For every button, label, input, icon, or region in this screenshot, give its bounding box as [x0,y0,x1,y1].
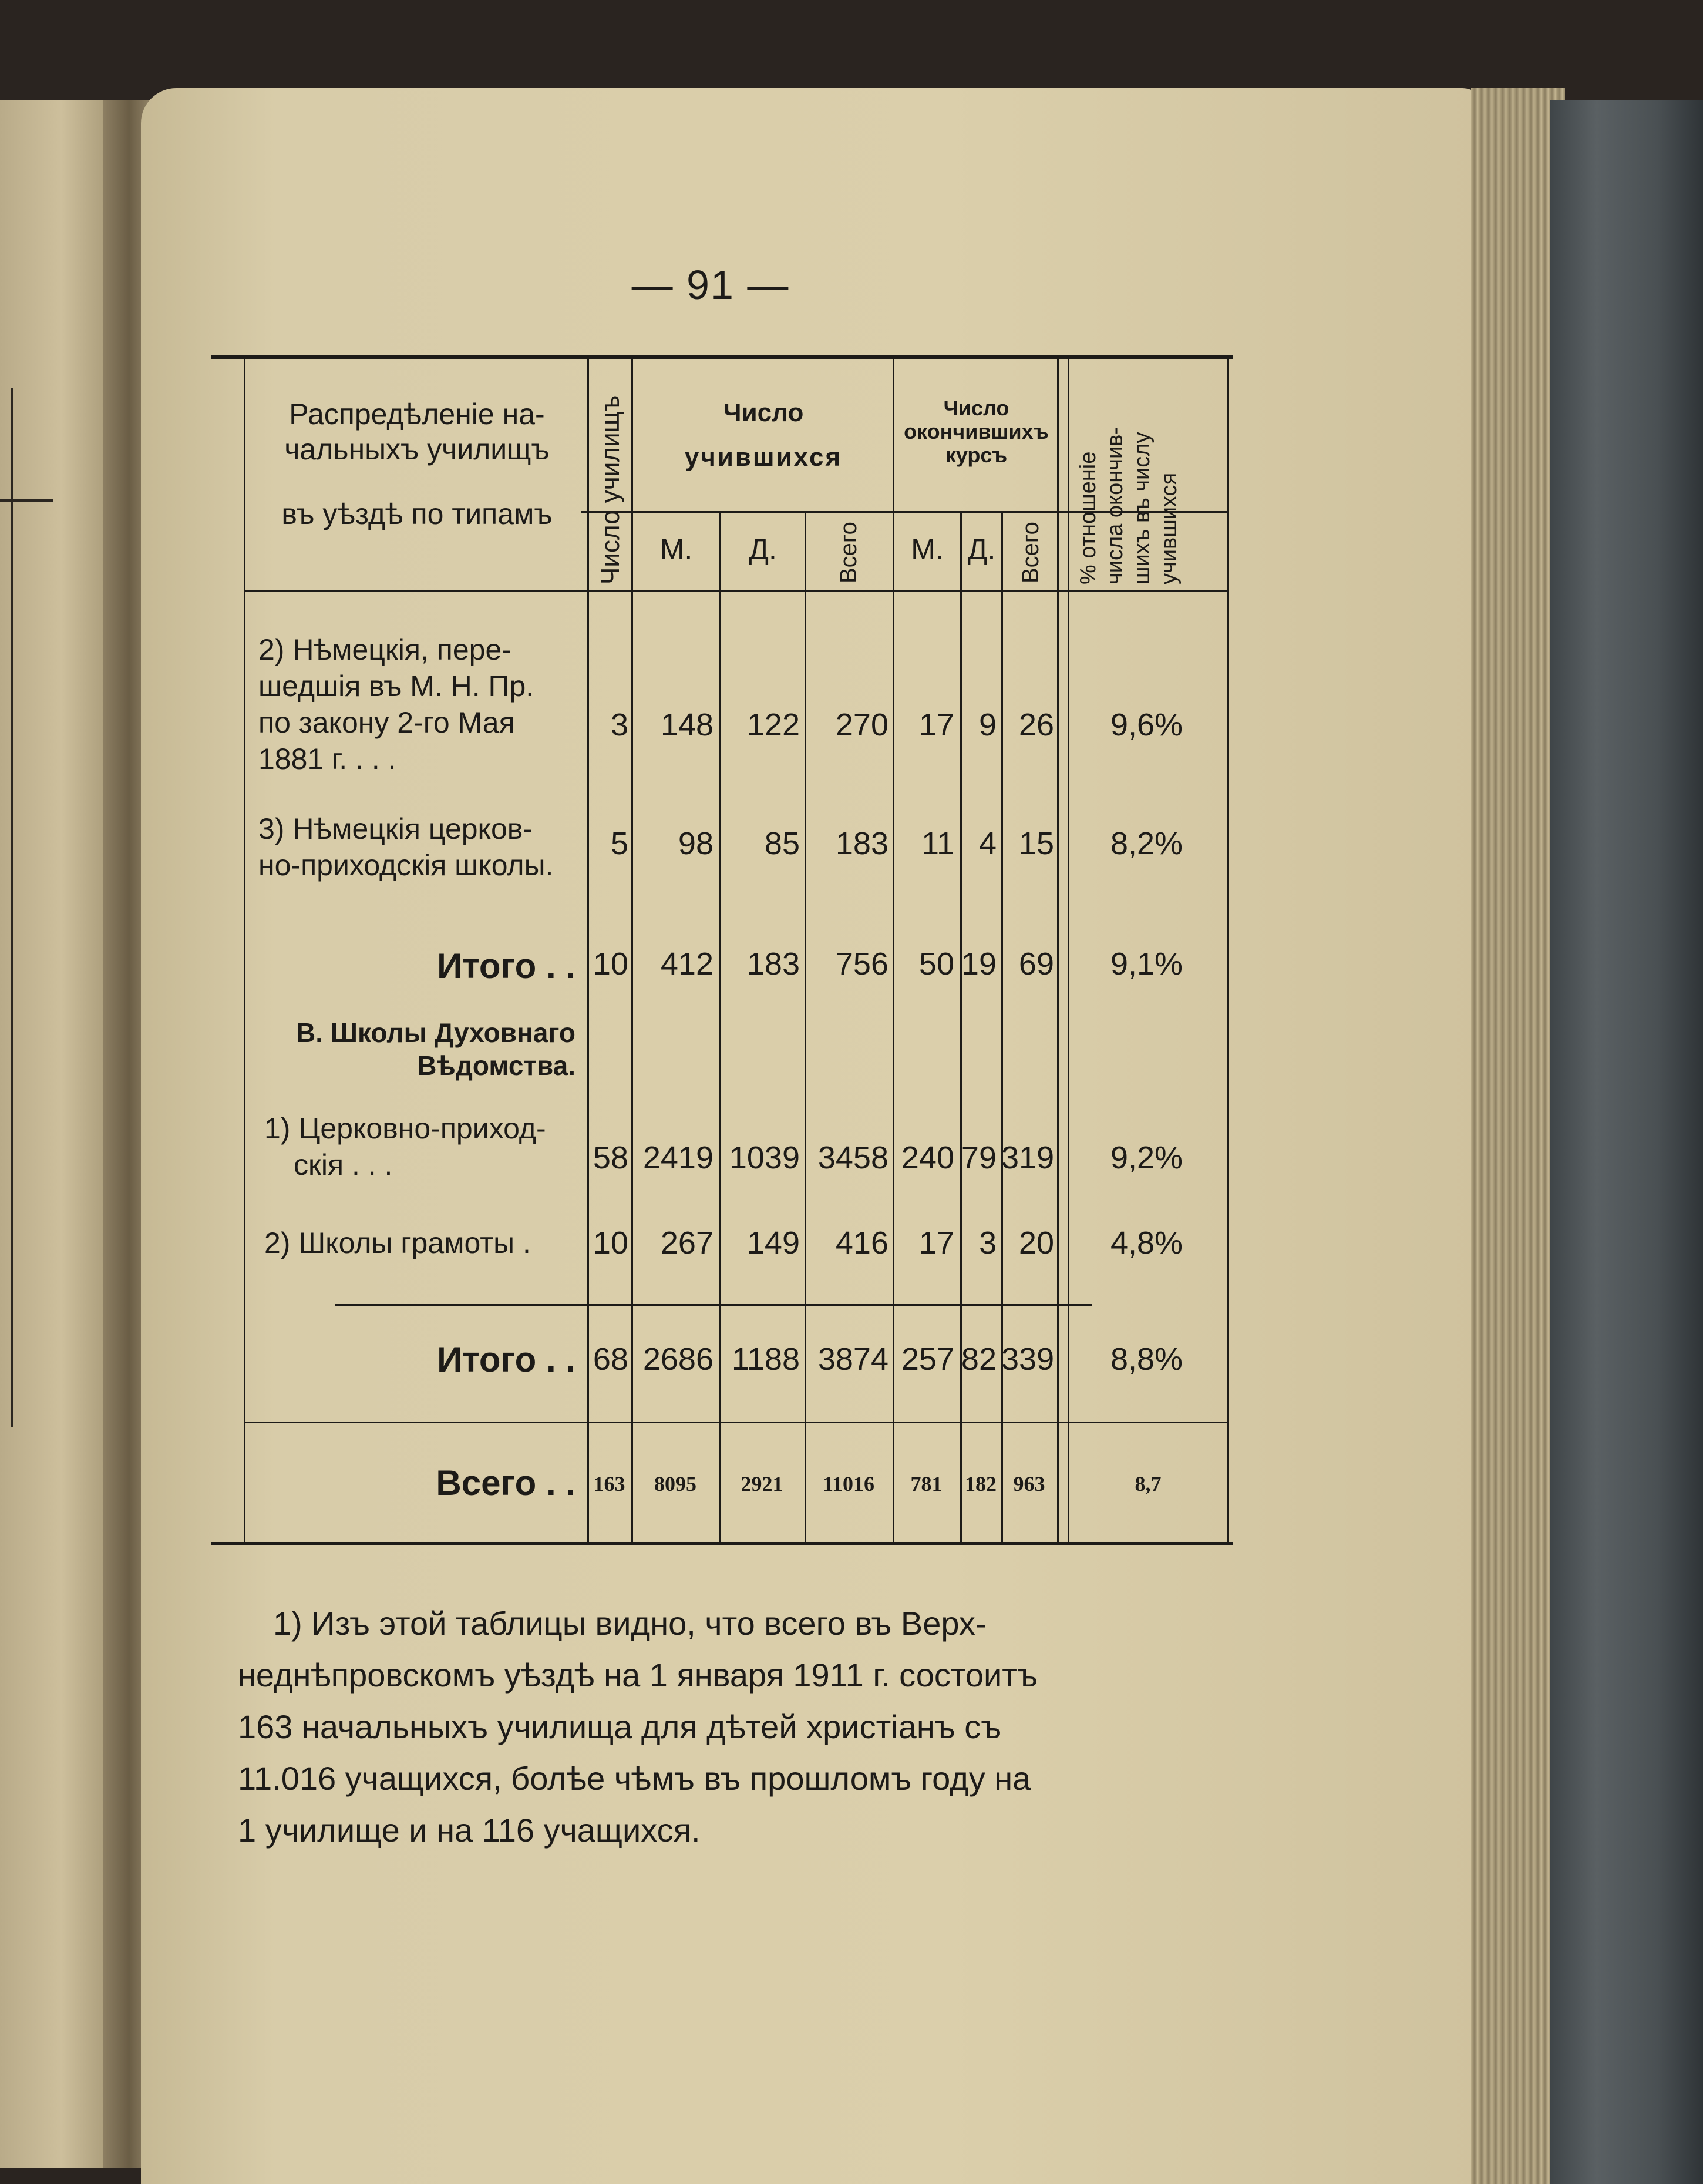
cell-finished-d: 82 [961,1342,997,1377]
row-label-grand-total: Всего . . [436,1463,575,1503]
table-top-rule [211,355,1233,359]
cell-studied-total: 756 [835,946,888,982]
total-rule [244,1422,1227,1423]
cell-schools: 3 [610,707,628,742]
header-percent: % отношеніе числа окончив- шихъ въ числу учившихся [1076,426,1182,584]
cell-finished-total: 26 [1018,707,1054,742]
col-rule [805,511,806,1542]
cell-finished-total: 69 [1018,946,1054,982]
header-bottom-rule [244,590,1227,592]
cell-percent: 8,7 [1135,1472,1162,1496]
col-rule [960,511,962,1542]
cell-schools: 163 [593,1472,625,1496]
cell-finished-m: 17 [918,1225,954,1261]
cell-studied-m: 98 [678,826,713,861]
cell-finished-d: 3 [978,1225,997,1261]
cell-studied-total: 416 [835,1225,888,1261]
cell-studied-m: 267 [660,1225,713,1261]
cell-studied-d: 122 [746,707,800,742]
cell-studied-d: 85 [764,826,800,861]
cell-studied-d: 1039 [729,1140,800,1175]
cell-finished-m: 257 [901,1342,954,1377]
cell-studied-total: 270 [835,707,888,742]
cell-percent: 9,6% [1110,707,1183,742]
cell-finished-total: 963 [1013,1472,1045,1496]
row-label-subtotal-1: Итого . . [437,946,575,986]
cell-studied-d: 1188 [731,1342,800,1377]
cell-finished-d: 4 [978,826,997,861]
header-studied-m: М. [659,533,693,566]
cell-schools: 10 [593,946,628,982]
cell-finished-d: 9 [978,707,997,742]
cell-finished-m: 781 [910,1472,943,1496]
row-label-church-parish: 1) Церковно-приход- скія . . . [264,1112,546,1181]
col-rule [1227,355,1229,1542]
row-label-german-parish: 3) Нѣмецкія церков- но-приходскія школы. [258,812,554,882]
cell-finished-m: 11 [921,826,954,861]
cell-studied-d: 2921 [741,1472,783,1496]
header-studied-d: Д. [749,533,777,566]
cell-finished-d: 79 [961,1140,997,1175]
cell-finished-m: 50 [918,946,954,982]
cell-finished-m: 17 [918,707,954,742]
cell-percent: 8,8% [1110,1342,1183,1377]
cell-studied-m: 148 [660,707,713,742]
cell-studied-total: 11016 [822,1472,874,1496]
header-finished: Число окончившихъ курсъ [904,396,1049,467]
cell-studied-d: 149 [746,1225,800,1261]
cell-studied-m: 2419 [642,1140,713,1175]
cell-finished-total: 319 [1001,1140,1055,1175]
col-rule [1057,355,1059,1542]
header-finished-total: Всего [1018,522,1044,583]
header-studied-total: Всего [836,522,861,583]
body-paragraph: 1) Изъ этой таблицы видно, что всего въ Верх- неднѣпровскомъ уѣздѣ на 1 января 1911 г. состоитъ 163 начальныхъ училища для дѣтей христіанъ съ 11.016 учащихся, болѣе чѣмъ въ прошломъ году на 1 училище и на 116 учащихся. [238,1605,1038,1849]
header-finished-m: М. [911,533,944,566]
header-schools-count: Число училищъ [596,395,625,584]
cell-percent: 9,2% [1110,1140,1183,1175]
row-label-german-transferred: 2) Нѣмецкія, пере- шедшія въ М. Н. Пр. по закону 2-го Мая 1881 г. . . . [258,633,534,775]
cell-studied-m: 8095 [654,1472,696,1496]
row-label-subtotal-2: Итого . . [437,1340,575,1379]
cell-finished-total: 15 [1018,826,1054,861]
col-rule [244,355,245,1542]
cell-finished-d: 182 [965,1472,997,1496]
cell-finished-d: 19 [961,946,997,982]
cell-studied-d: 183 [746,946,800,982]
cell-studied-total: 183 [835,826,888,861]
section-b-heading: В. Школы Духовнаго Вѣдомства. [296,1017,575,1081]
row-label-literacy-schools: 2) Школы грамоты . [264,1227,531,1259]
cell-studied-m: 412 [660,946,713,982]
cell-schools: 10 [593,1225,628,1261]
header-distribution: Распредѣленіе на- чальныхъ училищъ въ уѣздѣ по типамъ [281,398,553,530]
header-finished-d: Д. [967,533,996,566]
cell-finished-total: 20 [1018,1225,1054,1261]
cell-studied-m: 2686 [642,1342,713,1377]
cell-percent: 4,8% [1110,1225,1183,1261]
cell-schools: 58 [593,1140,628,1175]
cell-percent: 9,1% [1110,946,1183,982]
header-studied: Число учившихся [684,398,843,472]
cell-studied-total: 3874 [817,1342,888,1377]
col-rule [1001,511,1003,1542]
table-bottom-rule [211,1542,1233,1545]
cell-studied-total: 3458 [817,1140,888,1175]
subtotal-rule [335,1304,1092,1306]
cell-finished-m: 240 [901,1140,954,1175]
cell-finished-total: 339 [1001,1342,1055,1377]
cell-schools: 68 [593,1342,628,1377]
page-number: — 91 — [631,262,790,308]
cell-percent: 8,2% [1110,826,1183,861]
col-rule [719,511,721,1542]
schools-table [211,355,1233,1547]
cell-schools: 5 [610,826,628,861]
